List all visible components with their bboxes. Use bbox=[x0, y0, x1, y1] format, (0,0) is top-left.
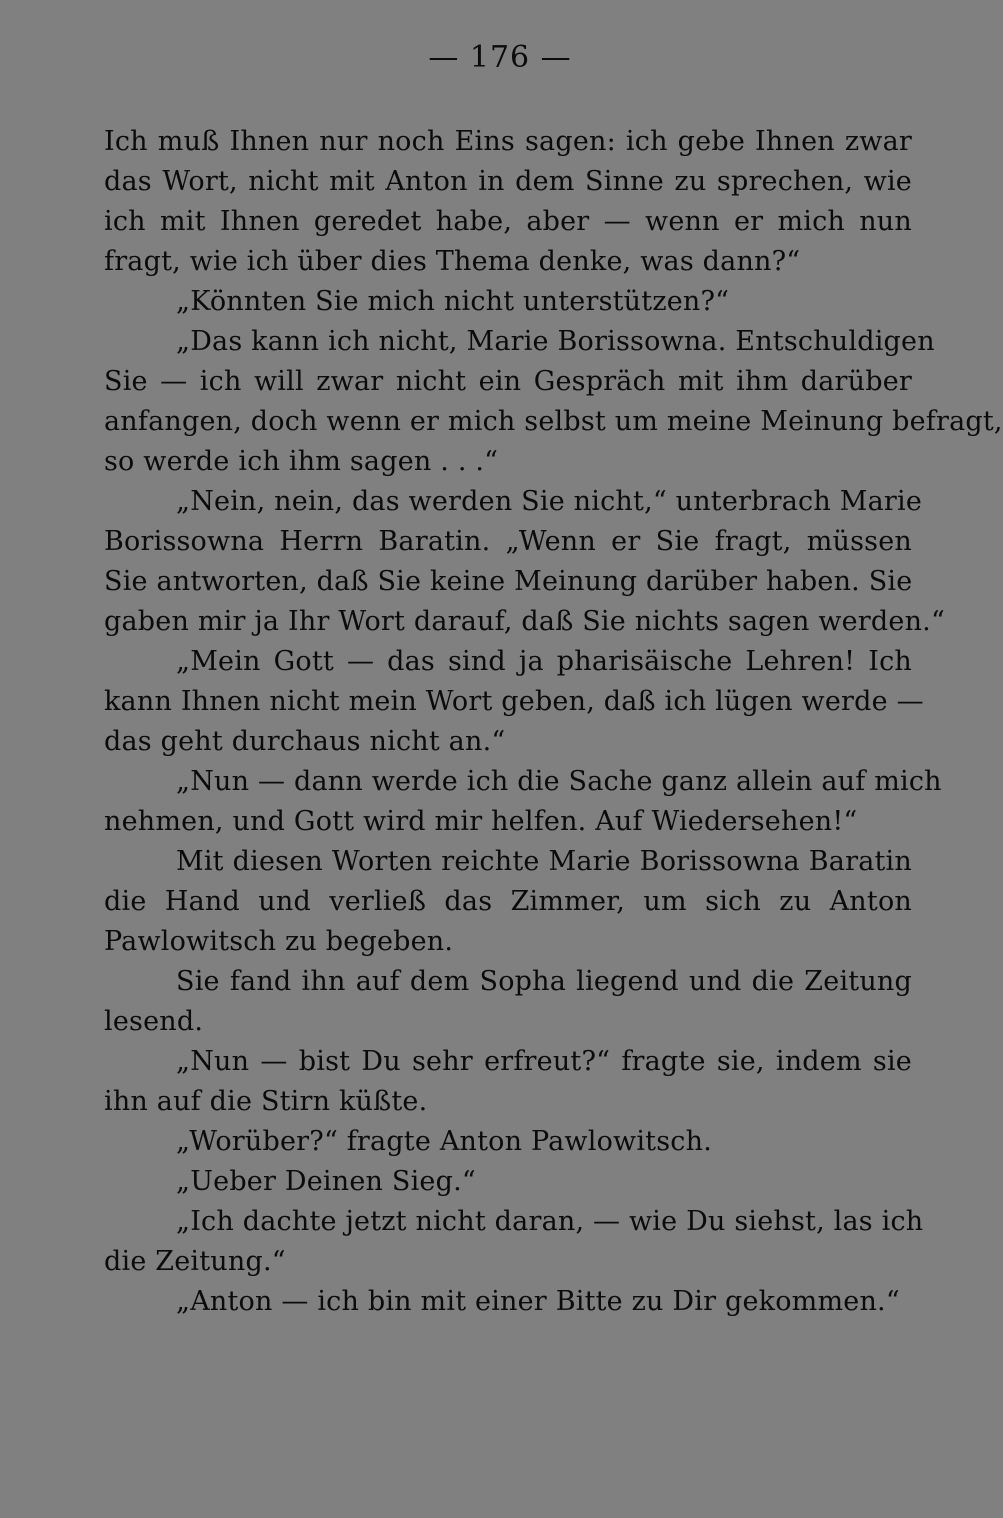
text-line: Sie antworten, daß Sie keine Meinung darüber haben. Sie bbox=[104, 566, 913, 597]
text-line: „Ueber Deinen Sieg.“ bbox=[176, 1166, 476, 1197]
text-line: kann Ihnen nicht mein Wort geben, daß ich lügen werde — bbox=[104, 686, 924, 717]
text-line: Pawlowitsch zu begeben. bbox=[104, 926, 454, 957]
text-line: Sie fand ihn auf dem Sopha liegend und die Zeitung bbox=[176, 966, 912, 997]
text-line: „Worüber?“ fragte Anton Pawlowitsch. bbox=[176, 1126, 712, 1157]
text-line: gaben mir ja Ihr Wort darauf, daß Sie nichts sagen werden.“ bbox=[104, 606, 945, 637]
text-line: das geht durchaus nicht an.“ bbox=[104, 726, 506, 757]
text-line: fragt, wie ich über dies Thema denke, was dann?“ bbox=[104, 246, 801, 277]
text-line: die Hand und verließ das Zimmer, um sich zu Anton bbox=[104, 886, 912, 917]
text-line: so werde ich ihm sagen . . .“ bbox=[104, 446, 499, 477]
text-line: Borissowna Herrn Baratin. „Wenn er Sie fragt, müssen bbox=[104, 526, 912, 557]
text-line: „Könnten Sie mich nicht unterstützen?“ bbox=[176, 286, 730, 317]
page-number: — 176 — bbox=[428, 40, 572, 75]
text-line: „Ich dachte jetzt nicht daran, — wie Du siehst, las ich bbox=[176, 1206, 924, 1237]
text-line: „Nun — bist Du sehr erfreut?“ fragte sie, indem sie bbox=[176, 1046, 912, 1077]
text-line: ich mit Ihnen geredet habe, aber — wenn er mich nun bbox=[104, 206, 912, 237]
text-line: ihn auf die Stirn küßte. bbox=[104, 1086, 428, 1117]
text-line: Mit diesen Worten reichte Marie Borissowna Baratin bbox=[176, 846, 912, 877]
text-line: lesend. bbox=[104, 1006, 204, 1037]
text-line: das Wort, nicht mit Anton in dem Sinne zu sprechen, wie bbox=[104, 166, 912, 197]
text-line: „Das kann ich nicht, Marie Borissowna. Entschuldigen bbox=[176, 326, 935, 357]
text-line: „Mein Gott — das sind ja pharisäische Lehren! Ich bbox=[176, 646, 912, 677]
text-line: „Nun — dann werde ich die Sache ganz allein auf mich bbox=[176, 766, 942, 797]
body-text bbox=[104, 122, 1003, 1322]
text-line: anfangen, doch wenn er mich selbst um meine Meinung befragt, bbox=[104, 406, 1003, 437]
text-line: die Zeitung.“ bbox=[104, 1246, 286, 1277]
text-line: „Anton — ich bin mit einer Bitte zu Dir gekommen.“ bbox=[176, 1286, 900, 1317]
text-line: „Nein, nein, das werden Sie nicht,“ unterbrach Marie bbox=[176, 486, 922, 517]
text-line: nehmen, und Gott wird mir helfen. Auf Wiedersehen!“ bbox=[104, 806, 858, 837]
text-line: Sie — ich will zwar nicht ein Gespräch mit ihm darüber bbox=[104, 366, 912, 397]
text-line: Ich muß Ihnen nur noch Eins sagen: ich gebe Ihnen zwar bbox=[104, 126, 912, 157]
